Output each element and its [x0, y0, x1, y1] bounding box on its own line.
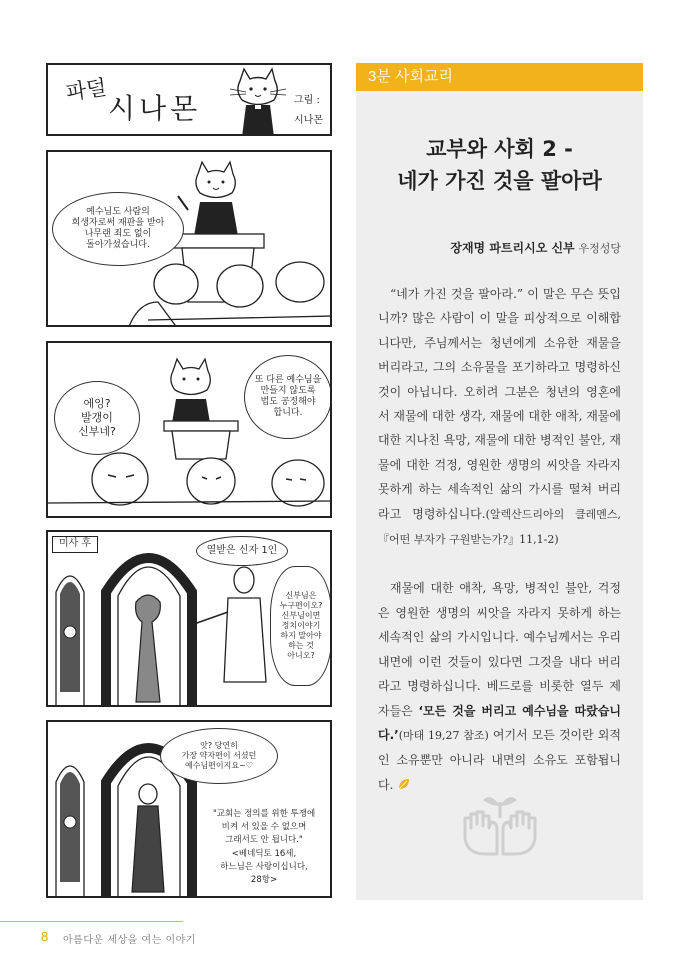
paragraph-2-citation: (마태 19,27 참조)	[398, 728, 489, 742]
article-title-line2: 네가 가진 것을 팔아라	[397, 169, 602, 193]
article-panel	[356, 63, 643, 900]
comic-title-line1: 파덜	[64, 75, 109, 105]
author-byline	[356, 239, 621, 256]
comic-panel-2	[46, 341, 332, 518]
comic-panel-4	[46, 720, 332, 898]
comic-credit-label: 그림 :	[294, 95, 320, 106]
panel4-quote-text: "교회는 정의를 위한 투쟁에 비켜 서 있을 수 없으며 그래서도 안 됩니다." <베네딕토 16세, 하느님은 사랑이십니다, 28항>	[212, 809, 316, 885]
article-paragraph-1	[378, 282, 621, 552]
panel3-right-text: 신부님은 누구편이오? 신부님이면 정치이야기 하지 말아야 하는 것 아니오?	[279, 591, 323, 660]
leaf-icon	[397, 777, 411, 791]
paragraph-2-text-b: 여기서 모든 것이란 외적인 소유뿐만 아니라 내면의 소유도 포함됩니다.	[378, 727, 621, 792]
panel2-speech-bubble-left	[54, 381, 140, 455]
panel3-speech-bubble-right	[270, 566, 332, 686]
article-title-line1: 교부와 사회 2 -	[426, 137, 573, 161]
section-header: 3분 사회교리	[356, 63, 643, 91]
panel2-speech-bubble-right	[244, 355, 332, 439]
footer-book-title: 아름다운 세상을 여는 이야기	[63, 935, 196, 946]
footer-divider	[0, 921, 183, 922]
hands-with-sprout-icon	[455, 788, 545, 858]
panel3-top-text: 열받은 신자 1인	[206, 544, 278, 556]
panel2-right-text: 또 다른 예수님을 만들지 않도록 법도 공정해야 합니다.	[254, 374, 322, 419]
cat-priest-icon	[218, 67, 298, 136]
comic-title-panel	[46, 63, 332, 136]
author-name: 장재명 파트리시오 신부	[450, 241, 575, 255]
panel1-speech-bubble	[52, 192, 184, 266]
panel3-speech-bubble-top	[196, 536, 288, 566]
paragraph-1-citation: (알렉산드리아의 클레멘스, 『어떤 부자가 구원받는가?』11,1-2)	[378, 507, 621, 547]
panel1-speech-text: 예수님도 사람의 희생자로써 재판을 받아 나무랜 죄도 없이 돌아가셨습니다.	[71, 206, 165, 251]
comic-panel-1	[46, 150, 332, 327]
comic-credit-name: 시나몬	[294, 115, 323, 126]
panel4-speech-text: 앗? 당연히 가장 약자편이 서셨던 예수님편이지요~♡	[181, 741, 257, 770]
paragraph-2-text-a: 재물에 대한 애착, 욕망, 병적인 불안, 걱정은 영원한 생명의 씨앗을 자라지 못하게 하는 세속적인 삶의 가시입니다. 예수님께서는 우리 내면에 이런 것들이 있다면 그것을 내다 버리라고 명령하십니다. 베드로를 비롯한 열두 제자들은	[378, 581, 621, 718]
author-parish: 우정성당	[578, 242, 621, 255]
comic-title-line2: 시나몬	[108, 92, 202, 125]
panel2-left-text: 에잉? 발갱이 신부네?	[78, 397, 116, 438]
paragraph-2-emphasis: ‘모든 것을 버리고 예수님을 따랐습니다.’	[378, 703, 622, 742]
article-paragraph-2	[378, 576, 621, 797]
article-title	[356, 133, 643, 197]
panel3-caption-text: 미사 후	[59, 538, 92, 549]
panel4-speech-bubble	[160, 728, 278, 784]
panel3-caption-box	[52, 536, 98, 553]
paragraph-1-text: “네가 가진 것을 팔아라.” 이 말은 무슨 뜻입니까? 많은 사람이 이 말을 피상적으로 이해합니다만, 주님께서는 청년에게 소유한 재물을 버리라고, 그의 소유물을 포기하라고 명령하신 것이 아닙니다. 오히려 그분은 청년의 영혼에서 재물에 대한 생각, 재물에 대한 애착, 재물에 대한 지나친 욕망, 재물에 대한 병적인 불안, 재물에 대한 걱정, 영원한 생명의 씨앗을 자라지 못하게 하는 세속적인 삶의 가시를 떨쳐 버리라고 명령하십니다.	[378, 287, 621, 521]
page-number: 8	[41, 929, 49, 944]
comic-panel-3	[46, 530, 332, 707]
